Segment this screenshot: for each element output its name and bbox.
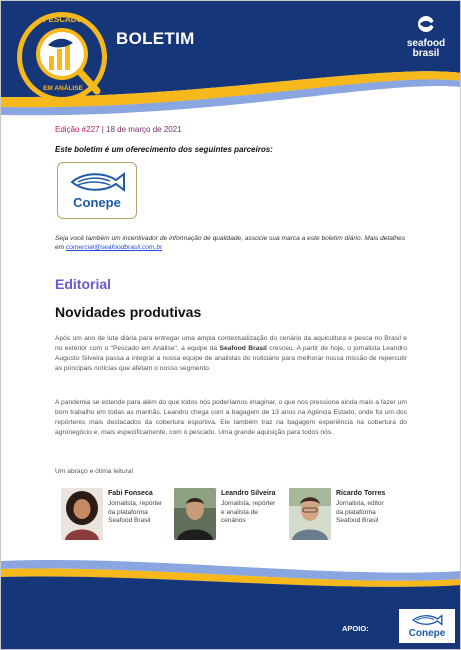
edition-line: [55, 125, 182, 134]
footer-banner: [1, 549, 461, 650]
paragraph-1: [55, 334, 407, 374]
conepe-fish-icon: [66, 169, 128, 195]
newsletter-title: BOLETIM: [116, 29, 195, 48]
member-role: Jornalista, repórter e analista de cenários: [221, 500, 276, 525]
brand-line1: seafood: [406, 38, 446, 49]
paragraph-1-brand: Seafood Brasil: [219, 345, 267, 352]
member-role: Jornalista, editor da plataforma Seafood Brasil: [336, 500, 384, 525]
member-name: Fabi Fonseca: [108, 490, 153, 497]
paragraph-1-end: cresceu. A partir de hoje, o jornalista Leandro Augusto Silveira passa a integrar a nossa equipe de analistas do noticiário para melhorar nossa missão de repercutir as principais notícias que afetam o nosso segmento.: [55, 345, 408, 372]
badge-top-text: PESCADO: [43, 15, 83, 24]
edition-date: 18 de março de 2021: [106, 125, 182, 134]
member-name: Leandro Silveira: [221, 490, 276, 497]
partners-heading: Este boletim é um oferecimento dos seguintes parceiros:: [55, 145, 273, 154]
avatar: [174, 488, 216, 540]
avatar: [289, 488, 331, 540]
edition-separator: |: [99, 125, 107, 134]
support-label: APOIO:: [342, 624, 369, 633]
support-logo-conepe[interactable]: [399, 609, 455, 643]
avatar: [61, 488, 103, 540]
brand-line2: brasil: [412, 48, 440, 59]
member-name: Ricardo Torres: [336, 490, 386, 497]
sponsor-note-text: Seja você também um incentivador de informação de qualidade, associe sua marca a este boletim diário. Mais detalhes em: [55, 235, 406, 251]
sponsor-name: Conepe: [73, 195, 121, 210]
support-name: Conepe: [408, 628, 446, 639]
article-headline: Novidades produtivas: [55, 304, 202, 320]
sponsor-note: [55, 234, 410, 252]
sponsor-logo-conepe[interactable]: [57, 162, 137, 219]
badge-bottom-text: EM ANÁLISE: [43, 85, 83, 92]
edition-number: Edição #227: [55, 125, 100, 134]
commercial-email-link[interactable]: comercial@seafoodbrasil.com.br: [66, 244, 163, 251]
seafood-brasil-logo: [401, 15, 451, 59]
member-role: Jornalista, repórter da plataforma Seafood Brasil: [108, 500, 163, 525]
seafood-fish-icon: [415, 15, 437, 33]
paragraph-1-start: Após um ano de luta diária para entregar uma ampla contextualização do cenário da aquicultura e pesca no Brasil e no exterior com o "Pescado em Análise", a equipe da: [55, 335, 407, 352]
section-editorial: Editorial: [55, 276, 112, 292]
conepe-fish-icon: [410, 612, 444, 628]
closing-line: Um abraço e ótima leitura!: [55, 468, 134, 475]
paragraph-2: A pandemia se estende para além do que todos nós poderíamos imaginar, o que nos pressiona ainda mais a fazer um bom trabalho em todas as manhãs. Leandro chega com a bagagem de 13 anos na Agência Estado, onde foi um dos repórteres mais destacados da cobertura esportiva. Ele também traz na bagagem experiência na cobertura do agronegócio e, mais especificamente, com o pescado. Uma grande aquisição para todos nós.: [55, 399, 407, 436]
